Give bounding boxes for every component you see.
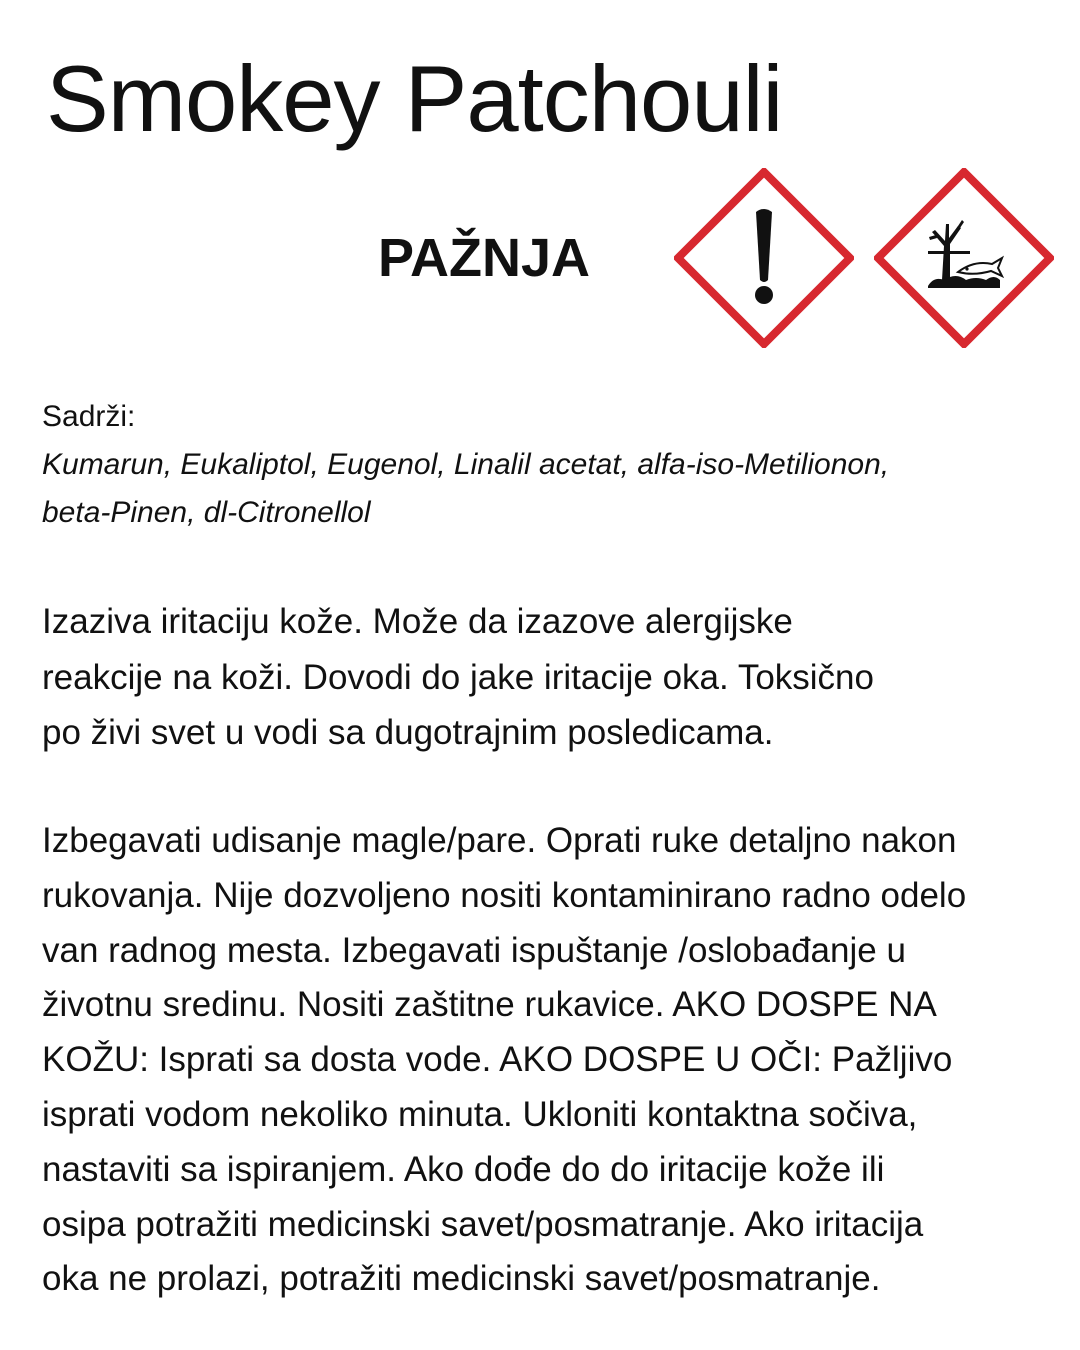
signal-word: PAŽNJA bbox=[378, 228, 591, 288]
precaution-line: nastaviti sa ispiranjem. Ako dođe do do iritacije kože ili bbox=[42, 1149, 885, 1189]
product-title: Smokey Patchouli bbox=[46, 46, 783, 151]
ingredients-list bbox=[42, 441, 1042, 537]
ingredients-line: beta-Pinen, dl-Citronellol bbox=[42, 496, 371, 529]
precaution-line: oka ne prolazi, potražiti medicinski savet/posmatranje. bbox=[42, 1259, 881, 1299]
hazard-statements bbox=[42, 594, 1052, 761]
ingredients-section bbox=[42, 393, 1042, 537]
ingredients-line: Kumarun, Eukaliptol, Eugenol, Linalil acetat, alfa-iso-Metilionon, bbox=[42, 448, 890, 481]
environment-hazard-icon bbox=[874, 168, 1054, 348]
hazard-line: reakcije na koži. Dovodi do jake iritacije oka. Toksično bbox=[42, 657, 874, 697]
precaution-line: rukovanja. Nije dozvoljeno nositi kontaminirano radno odelo bbox=[42, 875, 967, 915]
precautionary-statements bbox=[42, 814, 1072, 1307]
ingredients-label: Sadrži: bbox=[42, 400, 136, 433]
precaution-line: životnu sredinu. Nositi zaštitne rukavice. AKO DOSPE NA bbox=[42, 985, 937, 1025]
exclamation-mark-icon bbox=[674, 168, 854, 348]
precaution-line: isprati vodom nekoliko minuta. Ukloniti kontaktna sočiva, bbox=[42, 1094, 918, 1134]
ghs-exclamation-pictogram bbox=[674, 168, 854, 348]
hazard-line: po živi svet u vodi sa dugotrajnim posledicama. bbox=[42, 713, 774, 752]
precaution-line: Izbegavati udisanje magle/pare. Oprati ruke detaljno nakon bbox=[42, 821, 957, 860]
hazard-line: Izaziva iritaciju kože. Može da izazove alergijske bbox=[42, 602, 793, 641]
precaution-line: van radnog mesta. Izbegavati ispuštanje /oslobađanje u bbox=[42, 930, 906, 970]
ghs-environment-pictogram bbox=[874, 168, 1054, 348]
precaution-line: KOŽU: Isprati sa dosta vode. AKO DOSPE U OČI: Pažljivo bbox=[42, 1040, 953, 1080]
precaution-line: osipa potražiti medicinski savet/posmatranje. Ako iritacija bbox=[42, 1204, 924, 1244]
